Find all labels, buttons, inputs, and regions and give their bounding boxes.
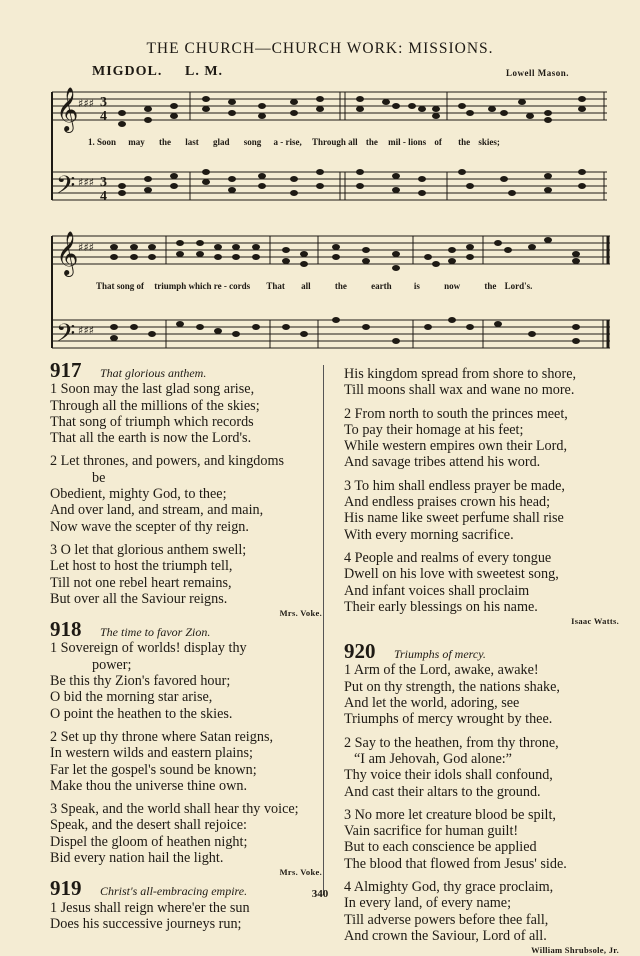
hymn-920-heading: 920 Triumphs of mercy. [344,639,486,664]
svg-text:𝄞: 𝄞 [56,231,79,275]
right-column: His kingdom spread from shore to shore, Till moons shall wax and wane no more. 2 From north to south the princes meet, To pay their homage at his feet; While western empires own their Lord, And savage tribes attend his word. 3 To him shall endless prayer be made, And endless praises crown his head; His name like sweet perfume shall rise With every morning sacrifice. 4 People and realms of every tongue Dwell on his love with sweetest song, And infant voices shall proclaim Their early blessings on his name. Isaac Watts. 920 Triumphs of mercy. 1 Arm of the Lord, awake, awake! Put on thy strength, the nations shake, And let the world, adoring, see Triumphs of mercy wrought by thee. 2 Say to the heathen, from thy throne, “I am Jehovah, God alone:” Thy voice their idols shall confound, And cast their altars to the ground. 3 No more let creature blood be spilt, Vain sacrifice for human guilt! But to each conscience be applied The blood that flowed from Jesus' side. 4 Almighty God, thy grace proclaim, In every land, of every name; Till adverse powers before thee fall, And crown the Saviour, Lord of all. William Shrubsole, Jr. [344,366,619,956]
svg-text:3: 3 [100,175,107,190]
hymn-918-author: Mrs. Voke. [279,867,322,878]
svg-text:𝄞: 𝄞 [56,87,79,131]
svg-text:♯♯♯: ♯♯♯ [78,241,94,254]
svg-text:𝄢: 𝄢 [56,319,76,354]
hymn-920-author: William Shrubsole, Jr. [531,945,619,956]
svg-text:4: 4 [100,109,107,124]
svg-text:4: 4 [100,189,107,204]
page-number: 340 [311,888,329,900]
hymn-917-author: Mrs. Voke. [279,608,322,619]
tune-meter: L. M. [185,64,224,79]
tune-composer: Lowell Mason. [506,68,570,78]
hymn-919-author: Isaac Watts. [571,616,619,627]
hymn-918-heading: 918 The time to favor Zion. [50,617,211,642]
hymn-917-heading: 917 That glorious anthem. [50,358,207,382]
svg-text:♯♯♯: ♯♯♯ [78,324,94,337]
lyric-line-1: 1. Soon may the last glad song a - rise, Through all the mil - lions of the skies; [88,137,500,147]
page-header: THE CHURCH—CHURCH WORK: MISSIONS. [146,40,494,57]
left-column: 917 That glorious anthem. 1 Soon may the last glad song arise, Through all the millions of the skies; That song of triumph which records That all the earth is now the Lord's. 2 Let thrones, and powers, and kingdoms be Obedient, mighty God, to thee; And over land, and stream, and main, Now wave the scepter of thy reign. 3 O let that glorious anthem swell; Let host to host the triumph tell, Till not one rebel heart remains, But over all the Saviour reigns. Mrs. Voke. 918 The time to favor Zion. 1 Sovereign of worlds! display thy power; Be this thy Zion's favored hour; O bid the morning star arise, O point the heathen to the skies. 2 Set up thy throne where Satan reigns, In western wilds and eastern plains; Far let the gospel's sound be known; Make thou the universe thine own. 3 Speak, and the world shall hear thy voice; Speak, and the desert shall rejoice: Dispel the gloom of heathen night; Bid every nation hail the light. Mrs. Voke. 919 Christ's all-embracing empire. 1 Jesus shall reign where'er the sun Does his successive journeys run; [50,358,322,932]
column-divider [323,365,324,895]
svg-text:♯♯♯: ♯♯♯ [78,97,94,110]
hymn-919-heading: 919 Christ's all-embracing empire. [50,876,248,901]
lyric-line-2: That song of triumph which re - cords That all the earth is now the Lord's. [96,281,533,291]
svg-text:♯♯♯: ♯♯♯ [78,176,94,189]
svg-text:3: 3 [100,95,107,110]
svg-text:𝄢: 𝄢 [56,171,76,205]
tune-name: MIGDOL. [92,64,163,79]
music-system-2 [0,228,640,358]
